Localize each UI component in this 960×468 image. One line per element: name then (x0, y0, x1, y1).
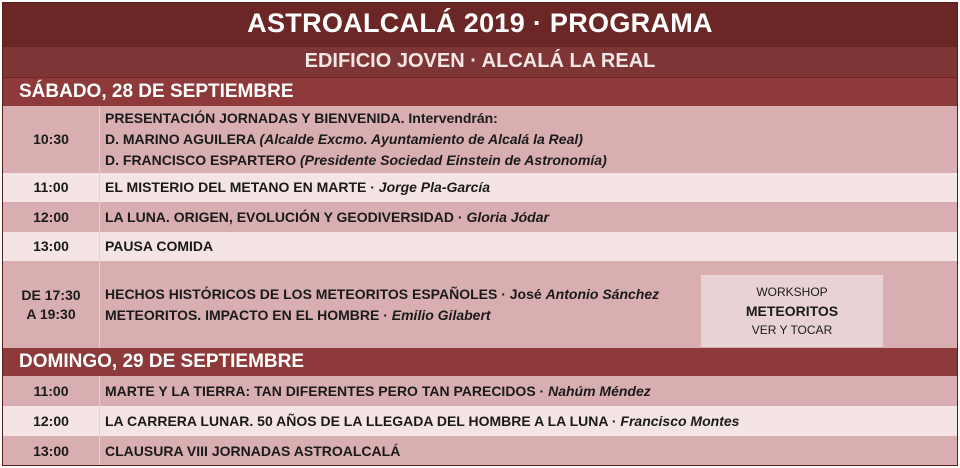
event-line (105, 236, 957, 257)
event-line (105, 108, 957, 129)
page-subtitle: EDIFICIO JOVEN · ALCALÁ LA REAL (304, 50, 656, 72)
event-line (105, 411, 957, 432)
schedule-row (3, 173, 957, 202)
time-cell (3, 261, 100, 348)
time-text: A 19:30 (26, 305, 76, 322)
event-title: METEORITOS. IMPACTO EN EL HOMBRE · (105, 306, 392, 323)
time-cell (3, 406, 100, 436)
time-cell (3, 106, 100, 173)
schedule-row (3, 202, 957, 232)
time-text: 11:00 (33, 179, 69, 195)
event-line (105, 207, 957, 228)
event-title: LA CARRERA LUNAR. 50 AÑOS DE LA LLEGADA DEL HOMBRE A LA LUNA · (105, 412, 621, 429)
event-title: CLAUSURA VIII JORNADAS ASTROALCALÁ (105, 443, 401, 459)
schedule-row (3, 376, 957, 406)
workshop-label: WORKSHOP (756, 284, 828, 299)
time-cell (3, 173, 100, 202)
time-text: 13:00 (33, 238, 69, 254)
content-cell (105, 202, 957, 232)
event-line (105, 441, 957, 462)
time-text: 13:00 (33, 443, 69, 459)
day-header-sunday (3, 348, 957, 376)
event-line (105, 129, 957, 150)
speaker-role: (Alcalde Excmo. Ayuntamiento de Alcalá la Real) (259, 131, 583, 147)
time-text: 11:00 (33, 382, 69, 399)
day-header-saturday (3, 78, 957, 106)
schedule-row (3, 406, 957, 436)
event-title: LA LUNA. ORIGEN, EVOLUCIÓN Y GEODIVERSIDAD · (105, 208, 467, 225)
speaker-name: Nahúm Méndez (548, 382, 651, 399)
event-title: PAUSA COMIDA (105, 238, 214, 254)
page-title: ASTROALCALÁ 2019 · PROGRAMA (247, 8, 713, 38)
workshop-subtitle: VER Y TOCAR (751, 322, 833, 337)
content-cell (105, 436, 957, 466)
event-line (105, 381, 957, 402)
subtitle-band (3, 47, 957, 77)
title-bar (3, 3, 957, 81)
content-cell (105, 173, 957, 202)
schedule-row (3, 436, 957, 466)
day-label: DOMINGO, 29 DE SEPTIEMBRE (19, 351, 305, 372)
speaker-name: Antonio Sánchez (545, 285, 660, 302)
speaker-role: (Presidente Sociedad Einstein de Astronomía) (299, 152, 607, 168)
event-title: HECHOS HISTÓRICOS DE LOS METEORITOS ESPAÑOLES · José (105, 285, 546, 302)
speaker-name: D. FRANCISCO ESPARTERO (105, 152, 300, 168)
day-label: SÁBADO, 28 DE SEPTIEMBRE (19, 81, 294, 102)
content-cell (105, 406, 957, 436)
time-cell (3, 436, 100, 466)
speaker-name: Gloria Jódar (466, 208, 549, 225)
content-cell (105, 376, 957, 406)
speaker-name: Francisco Montes (620, 412, 740, 429)
schedule-row (3, 261, 957, 348)
event-title: MARTE Y LA TIERRA: TAN DIFERENTES PERO TAN PARECIDOS · (105, 382, 549, 399)
time-text: DE 17:30 (21, 286, 81, 303)
content-cell (105, 106, 957, 173)
time-text: 12:00 (33, 208, 69, 225)
time-cell (3, 202, 100, 232)
speaker-name: Jorge Pla-García (378, 179, 491, 195)
workshop-title: METEORITOS (745, 302, 839, 319)
schedule-row (3, 106, 957, 173)
time-cell (3, 232, 100, 261)
event-title: PRESENTACIÓN JORNADAS Y BIENVENIDA. Intervendrán: (105, 110, 498, 126)
schedule-row (3, 232, 957, 261)
event-line (105, 150, 957, 171)
time-cell (3, 376, 100, 406)
program-poster (2, 2, 958, 466)
event-title: EL MISTERIO DEL METANO EN MARTE · (105, 179, 379, 195)
content-cell (105, 232, 957, 261)
event-line (105, 177, 957, 198)
speaker-name: Emilio Gilabert (391, 306, 491, 323)
workshop-box (701, 275, 883, 347)
time-text: 10:30 (33, 131, 69, 147)
time-text: 12:00 (33, 412, 69, 429)
speaker-name: D. MARINO AGUILERA (105, 131, 260, 147)
